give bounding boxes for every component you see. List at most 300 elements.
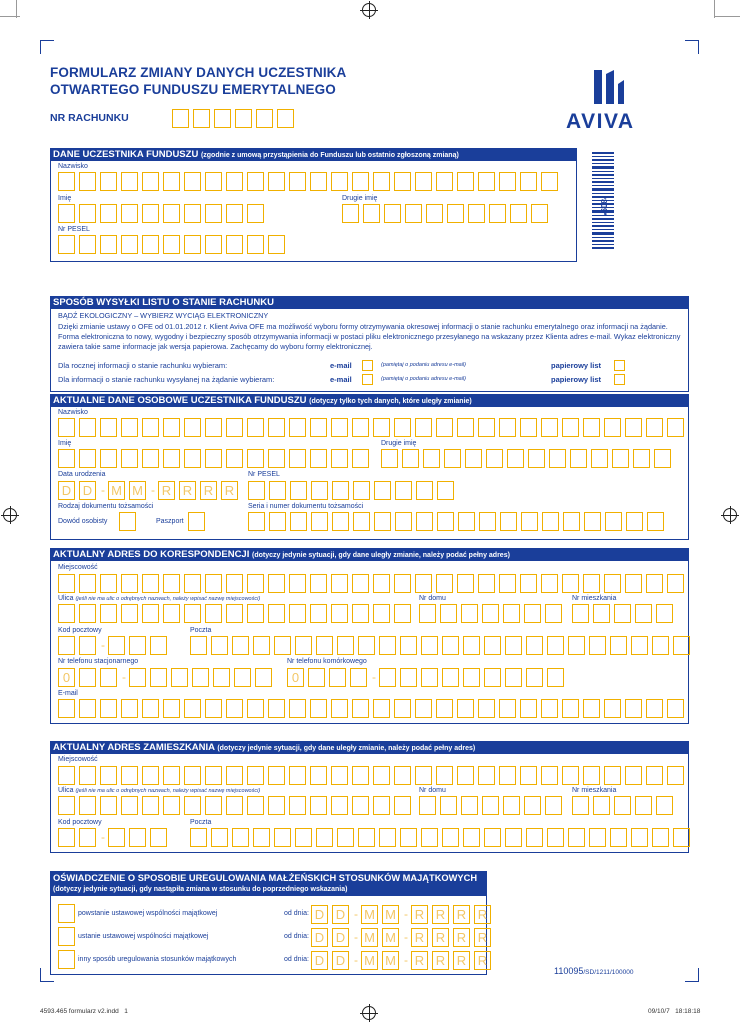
char-box[interactable] bbox=[461, 796, 478, 815]
digit-box[interactable] bbox=[463, 668, 480, 687]
char-box[interactable] bbox=[521, 512, 538, 531]
char-box[interactable] bbox=[604, 766, 621, 785]
char-box[interactable] bbox=[421, 828, 438, 847]
char-box[interactable] bbox=[499, 574, 516, 593]
char-box[interactable] bbox=[646, 574, 663, 593]
char-box[interactable] bbox=[545, 604, 562, 623]
char-box[interactable] bbox=[310, 449, 327, 468]
char-box[interactable] bbox=[499, 172, 516, 191]
char-box[interactable] bbox=[184, 604, 201, 623]
char-box[interactable] bbox=[625, 418, 642, 437]
joint-property-start-checkbox[interactable] bbox=[58, 904, 75, 923]
char-box[interactable] bbox=[163, 449, 180, 468]
char-box[interactable] bbox=[572, 796, 589, 815]
digit-box[interactable] bbox=[400, 668, 417, 687]
char-box[interactable] bbox=[419, 604, 436, 623]
char-box[interactable] bbox=[631, 828, 648, 847]
digit-box[interactable] bbox=[150, 668, 167, 687]
char-box[interactable] bbox=[100, 172, 117, 191]
char-box[interactable] bbox=[647, 512, 664, 531]
char-box[interactable] bbox=[352, 699, 369, 718]
date-box[interactable]: R bbox=[200, 481, 217, 500]
digit-box[interactable] bbox=[353, 481, 370, 500]
char-box[interactable] bbox=[100, 418, 117, 437]
digit-box[interactable] bbox=[421, 668, 438, 687]
char-box[interactable] bbox=[373, 574, 390, 593]
date-box[interactable]: R bbox=[474, 905, 491, 924]
char-box[interactable] bbox=[310, 574, 327, 593]
char-box[interactable] bbox=[58, 574, 75, 593]
opt3-date-field[interactable] bbox=[311, 951, 495, 970]
char-box[interactable] bbox=[633, 449, 650, 468]
char-box[interactable] bbox=[232, 636, 249, 655]
char-box[interactable] bbox=[331, 449, 348, 468]
char-box[interactable] bbox=[331, 574, 348, 593]
char-box[interactable] bbox=[478, 574, 495, 593]
char-box[interactable] bbox=[503, 604, 520, 623]
char-box[interactable] bbox=[457, 172, 474, 191]
char-box[interactable] bbox=[570, 449, 587, 468]
char-box[interactable] bbox=[526, 828, 543, 847]
char-box[interactable] bbox=[184, 204, 201, 223]
char-box[interactable] bbox=[184, 172, 201, 191]
char-box[interactable] bbox=[184, 574, 201, 593]
digit-box[interactable] bbox=[547, 668, 564, 687]
date-box[interactable]: D bbox=[332, 951, 349, 970]
char-box[interactable] bbox=[121, 574, 138, 593]
char-box[interactable] bbox=[142, 172, 159, 191]
account-digit-box[interactable] bbox=[214, 109, 231, 128]
char-box[interactable] bbox=[289, 699, 306, 718]
char-box[interactable] bbox=[226, 604, 243, 623]
date-box[interactable]: R bbox=[411, 951, 428, 970]
char-box[interactable] bbox=[232, 828, 249, 847]
date-box[interactable]: D bbox=[311, 928, 328, 947]
char-box[interactable] bbox=[331, 699, 348, 718]
char-box[interactable] bbox=[440, 796, 457, 815]
char-box[interactable] bbox=[163, 574, 180, 593]
char-box[interactable] bbox=[226, 418, 243, 437]
char-box[interactable] bbox=[541, 172, 558, 191]
char-box[interactable] bbox=[310, 766, 327, 785]
char-box[interactable] bbox=[373, 418, 390, 437]
char-box[interactable] bbox=[667, 766, 684, 785]
char-box[interactable] bbox=[268, 418, 285, 437]
char-box[interactable] bbox=[352, 604, 369, 623]
char-box[interactable] bbox=[436, 699, 453, 718]
date-box[interactable]: M bbox=[361, 928, 378, 947]
char-box[interactable] bbox=[142, 699, 159, 718]
char-box[interactable] bbox=[332, 512, 349, 531]
char-box[interactable] bbox=[604, 418, 621, 437]
char-box[interactable] bbox=[289, 574, 306, 593]
char-box[interactable] bbox=[542, 512, 559, 531]
char-box[interactable] bbox=[457, 574, 474, 593]
digit-box[interactable] bbox=[150, 828, 167, 847]
digit-box[interactable] bbox=[108, 636, 125, 655]
char-box[interactable] bbox=[205, 204, 222, 223]
char-box[interactable] bbox=[568, 636, 585, 655]
char-box[interactable] bbox=[268, 699, 285, 718]
char-box[interactable] bbox=[458, 512, 475, 531]
digit-box[interactable] bbox=[163, 235, 180, 254]
char-box[interactable] bbox=[163, 604, 180, 623]
char-box[interactable] bbox=[486, 449, 503, 468]
char-box[interactable] bbox=[310, 604, 327, 623]
char-box[interactable] bbox=[415, 418, 432, 437]
digit-box[interactable] bbox=[247, 235, 264, 254]
char-box[interactable] bbox=[524, 796, 541, 815]
char-box[interactable] bbox=[415, 172, 432, 191]
account-number-boxes[interactable] bbox=[172, 109, 298, 128]
char-box[interactable] bbox=[121, 449, 138, 468]
char-box[interactable] bbox=[604, 699, 621, 718]
digit-box[interactable] bbox=[129, 828, 146, 847]
corr-street-field[interactable] bbox=[58, 604, 415, 623]
char-box[interactable] bbox=[310, 418, 327, 437]
char-box[interactable] bbox=[121, 418, 138, 437]
char-box[interactable] bbox=[163, 796, 180, 815]
char-box[interactable] bbox=[541, 699, 558, 718]
digit-box[interactable] bbox=[58, 828, 75, 847]
char-box[interactable] bbox=[583, 418, 600, 437]
second-name-field[interactable] bbox=[342, 204, 552, 223]
char-box[interactable] bbox=[500, 512, 517, 531]
date-box[interactable]: R bbox=[432, 951, 449, 970]
digit-box[interactable] bbox=[269, 481, 286, 500]
digit-box[interactable] bbox=[142, 235, 159, 254]
date-box[interactable]: M bbox=[361, 951, 378, 970]
char-box[interactable] bbox=[562, 766, 579, 785]
on-demand-paper-checkbox[interactable] bbox=[614, 374, 625, 385]
char-box[interactable] bbox=[589, 636, 606, 655]
char-box[interactable] bbox=[479, 512, 496, 531]
char-box[interactable] bbox=[331, 766, 348, 785]
char-box[interactable] bbox=[524, 604, 541, 623]
char-box[interactable] bbox=[184, 699, 201, 718]
char-box[interactable] bbox=[331, 172, 348, 191]
char-box[interactable] bbox=[205, 796, 222, 815]
digit-box[interactable]: 0 bbox=[287, 668, 304, 687]
date-box[interactable]: R bbox=[474, 951, 491, 970]
char-box[interactable] bbox=[583, 574, 600, 593]
digit-box[interactable] bbox=[192, 668, 209, 687]
digit-box[interactable] bbox=[290, 481, 307, 500]
date-box[interactable]: R bbox=[411, 905, 428, 924]
date-box[interactable]: D bbox=[79, 481, 96, 500]
char-box[interactable] bbox=[205, 172, 222, 191]
account-digit-box[interactable] bbox=[193, 109, 210, 128]
char-box[interactable] bbox=[541, 418, 558, 437]
digit-box[interactable] bbox=[526, 668, 543, 687]
char-box[interactable] bbox=[442, 636, 459, 655]
char-box[interactable] bbox=[400, 636, 417, 655]
digit-box[interactable] bbox=[395, 481, 412, 500]
char-box[interactable] bbox=[436, 574, 453, 593]
digit-box[interactable] bbox=[234, 668, 251, 687]
char-box[interactable] bbox=[402, 449, 419, 468]
char-box[interactable] bbox=[205, 449, 222, 468]
char-box[interactable] bbox=[184, 418, 201, 437]
char-box[interactable] bbox=[205, 766, 222, 785]
char-box[interactable] bbox=[549, 449, 566, 468]
char-box[interactable] bbox=[463, 828, 480, 847]
char-box[interactable] bbox=[394, 604, 411, 623]
char-box[interactable] bbox=[79, 449, 96, 468]
char-box[interactable] bbox=[363, 204, 380, 223]
pesel-field[interactable] bbox=[58, 235, 289, 254]
digit-box[interactable] bbox=[150, 636, 167, 655]
date-box[interactable]: R bbox=[179, 481, 196, 500]
char-box[interactable] bbox=[394, 172, 411, 191]
char-box[interactable] bbox=[310, 172, 327, 191]
char-box[interactable] bbox=[226, 574, 243, 593]
char-box[interactable] bbox=[626, 512, 643, 531]
corr-flat-no-field[interactable] bbox=[572, 604, 677, 623]
char-box[interactable] bbox=[652, 828, 669, 847]
char-box[interactable] bbox=[436, 418, 453, 437]
char-box[interactable] bbox=[205, 699, 222, 718]
char-box[interactable] bbox=[673, 828, 690, 847]
digit-box[interactable] bbox=[79, 828, 96, 847]
digit-box[interactable] bbox=[484, 668, 501, 687]
char-box[interactable] bbox=[416, 512, 433, 531]
digit-box[interactable] bbox=[108, 828, 125, 847]
char-box[interactable] bbox=[226, 204, 243, 223]
char-box[interactable] bbox=[419, 796, 436, 815]
char-box[interactable] bbox=[394, 796, 411, 815]
date-box[interactable]: R bbox=[474, 928, 491, 947]
char-box[interactable] bbox=[184, 449, 201, 468]
char-box[interactable] bbox=[656, 604, 673, 623]
date-box[interactable]: D bbox=[332, 928, 349, 947]
char-box[interactable] bbox=[247, 172, 264, 191]
char-box[interactable] bbox=[373, 699, 390, 718]
char-box[interactable] bbox=[593, 604, 610, 623]
char-box[interactable] bbox=[440, 604, 457, 623]
char-box[interactable] bbox=[400, 828, 417, 847]
digit-box[interactable] bbox=[329, 668, 346, 687]
digit-box[interactable] bbox=[268, 235, 285, 254]
digit-box[interactable] bbox=[255, 668, 272, 687]
char-box[interactable] bbox=[79, 699, 96, 718]
char-box[interactable] bbox=[447, 204, 464, 223]
char-box[interactable] bbox=[583, 699, 600, 718]
char-box[interactable] bbox=[605, 512, 622, 531]
char-box[interactable] bbox=[437, 512, 454, 531]
char-box[interactable] bbox=[289, 418, 306, 437]
new-pesel-field[interactable] bbox=[248, 481, 458, 500]
account-digit-box[interactable] bbox=[256, 109, 273, 128]
char-box[interactable] bbox=[352, 172, 369, 191]
char-box[interactable] bbox=[100, 574, 117, 593]
char-box[interactable] bbox=[100, 699, 117, 718]
char-box[interactable] bbox=[436, 172, 453, 191]
char-box[interactable] bbox=[610, 636, 627, 655]
char-box[interactable] bbox=[289, 766, 306, 785]
char-box[interactable] bbox=[58, 418, 75, 437]
char-box[interactable] bbox=[121, 204, 138, 223]
char-box[interactable] bbox=[163, 699, 180, 718]
char-box[interactable] bbox=[142, 604, 159, 623]
char-box[interactable] bbox=[58, 796, 75, 815]
char-box[interactable] bbox=[503, 796, 520, 815]
char-box[interactable] bbox=[646, 699, 663, 718]
char-box[interactable] bbox=[373, 796, 390, 815]
char-box[interactable] bbox=[654, 449, 671, 468]
digit-box[interactable] bbox=[58, 636, 75, 655]
char-box[interactable] bbox=[646, 418, 663, 437]
char-box[interactable] bbox=[79, 604, 96, 623]
char-box[interactable] bbox=[352, 418, 369, 437]
char-box[interactable] bbox=[226, 449, 243, 468]
char-box[interactable] bbox=[247, 418, 264, 437]
char-box[interactable] bbox=[478, 172, 495, 191]
char-box[interactable] bbox=[499, 699, 516, 718]
annual-email-checkbox[interactable] bbox=[362, 360, 373, 371]
char-box[interactable] bbox=[253, 636, 270, 655]
char-box[interactable] bbox=[373, 172, 390, 191]
digit-box[interactable]: 0 bbox=[58, 668, 75, 687]
digit-box[interactable] bbox=[416, 481, 433, 500]
char-box[interactable] bbox=[510, 204, 527, 223]
date-box[interactable]: D bbox=[332, 905, 349, 924]
char-box[interactable] bbox=[646, 766, 663, 785]
char-box[interactable] bbox=[631, 636, 648, 655]
char-box[interactable] bbox=[352, 766, 369, 785]
char-box[interactable] bbox=[58, 172, 75, 191]
char-box[interactable] bbox=[163, 766, 180, 785]
res-house-no-field[interactable] bbox=[419, 796, 566, 815]
char-box[interactable] bbox=[100, 604, 117, 623]
char-box[interactable] bbox=[205, 418, 222, 437]
char-box[interactable] bbox=[211, 636, 228, 655]
char-box[interactable] bbox=[489, 204, 506, 223]
char-box[interactable] bbox=[58, 204, 75, 223]
char-box[interactable] bbox=[593, 796, 610, 815]
char-box[interactable] bbox=[635, 796, 652, 815]
date-box[interactable]: R bbox=[432, 905, 449, 924]
date-box[interactable]: D bbox=[58, 481, 75, 500]
char-box[interactable] bbox=[528, 449, 545, 468]
char-box[interactable] bbox=[331, 604, 348, 623]
char-box[interactable] bbox=[478, 699, 495, 718]
char-box[interactable] bbox=[342, 204, 359, 223]
char-box[interactable] bbox=[610, 828, 627, 847]
date-box[interactable]: M bbox=[382, 951, 399, 970]
char-box[interactable] bbox=[190, 828, 207, 847]
char-box[interactable] bbox=[184, 766, 201, 785]
char-box[interactable] bbox=[381, 449, 398, 468]
char-box[interactable] bbox=[100, 766, 117, 785]
char-box[interactable] bbox=[316, 828, 333, 847]
char-box[interactable] bbox=[520, 766, 537, 785]
char-box[interactable] bbox=[531, 204, 548, 223]
char-box[interactable] bbox=[415, 699, 432, 718]
date-box[interactable]: M bbox=[129, 481, 146, 500]
digit-box[interactable] bbox=[129, 636, 146, 655]
doc-number-field[interactable] bbox=[248, 512, 668, 531]
account-digit-box[interactable] bbox=[235, 109, 252, 128]
date-box[interactable]: R bbox=[453, 951, 470, 970]
char-box[interactable] bbox=[379, 828, 396, 847]
digit-box[interactable] bbox=[79, 235, 96, 254]
date-box[interactable]: M bbox=[361, 905, 378, 924]
digit-box[interactable] bbox=[308, 668, 325, 687]
char-box[interactable] bbox=[79, 574, 96, 593]
char-box[interactable] bbox=[142, 574, 159, 593]
corr-mobile-field[interactable] bbox=[287, 668, 568, 687]
opt1-date-field[interactable] bbox=[311, 905, 495, 924]
char-box[interactable] bbox=[394, 574, 411, 593]
char-box[interactable] bbox=[520, 172, 537, 191]
char-box[interactable] bbox=[426, 204, 443, 223]
char-box[interactable] bbox=[247, 796, 264, 815]
corr-postcode-field[interactable] bbox=[58, 636, 171, 655]
char-box[interactable] bbox=[562, 574, 579, 593]
res-street-field[interactable] bbox=[58, 796, 415, 815]
char-box[interactable] bbox=[507, 449, 524, 468]
account-digit-box[interactable] bbox=[172, 109, 189, 128]
char-box[interactable] bbox=[352, 796, 369, 815]
digit-box[interactable] bbox=[505, 668, 522, 687]
char-box[interactable] bbox=[290, 512, 307, 531]
char-box[interactable] bbox=[79, 796, 96, 815]
char-box[interactable] bbox=[541, 766, 558, 785]
corr-post-office-field[interactable] bbox=[190, 636, 694, 655]
char-box[interactable] bbox=[358, 636, 375, 655]
char-box[interactable] bbox=[614, 604, 631, 623]
char-box[interactable] bbox=[58, 766, 75, 785]
digit-box[interactable] bbox=[350, 668, 367, 687]
char-box[interactable] bbox=[562, 418, 579, 437]
char-box[interactable] bbox=[211, 828, 228, 847]
char-box[interactable] bbox=[395, 512, 412, 531]
res-flat-no-field[interactable] bbox=[572, 796, 677, 815]
digit-box[interactable] bbox=[79, 668, 96, 687]
char-box[interactable] bbox=[673, 636, 690, 655]
char-box[interactable] bbox=[269, 512, 286, 531]
char-box[interactable] bbox=[656, 796, 673, 815]
digit-box[interactable] bbox=[184, 235, 201, 254]
char-box[interactable] bbox=[247, 766, 264, 785]
char-box[interactable] bbox=[352, 574, 369, 593]
char-box[interactable] bbox=[394, 766, 411, 785]
char-box[interactable] bbox=[274, 636, 291, 655]
char-box[interactable] bbox=[58, 699, 75, 718]
char-box[interactable] bbox=[465, 449, 482, 468]
char-box[interactable] bbox=[142, 418, 159, 437]
char-box[interactable] bbox=[247, 204, 264, 223]
char-box[interactable] bbox=[421, 636, 438, 655]
char-box[interactable] bbox=[247, 699, 264, 718]
char-box[interactable] bbox=[379, 636, 396, 655]
char-box[interactable] bbox=[295, 636, 312, 655]
digit-box[interactable] bbox=[437, 481, 454, 500]
digit-box[interactable] bbox=[121, 235, 138, 254]
char-box[interactable] bbox=[482, 604, 499, 623]
char-box[interactable] bbox=[226, 796, 243, 815]
char-box[interactable] bbox=[226, 699, 243, 718]
char-box[interactable] bbox=[310, 699, 327, 718]
date-box[interactable]: R bbox=[411, 928, 428, 947]
char-box[interactable] bbox=[268, 172, 285, 191]
char-box[interactable] bbox=[268, 574, 285, 593]
char-box[interactable] bbox=[468, 204, 485, 223]
char-box[interactable] bbox=[373, 766, 390, 785]
other-regulation-checkbox[interactable] bbox=[58, 950, 75, 969]
char-box[interactable] bbox=[226, 172, 243, 191]
